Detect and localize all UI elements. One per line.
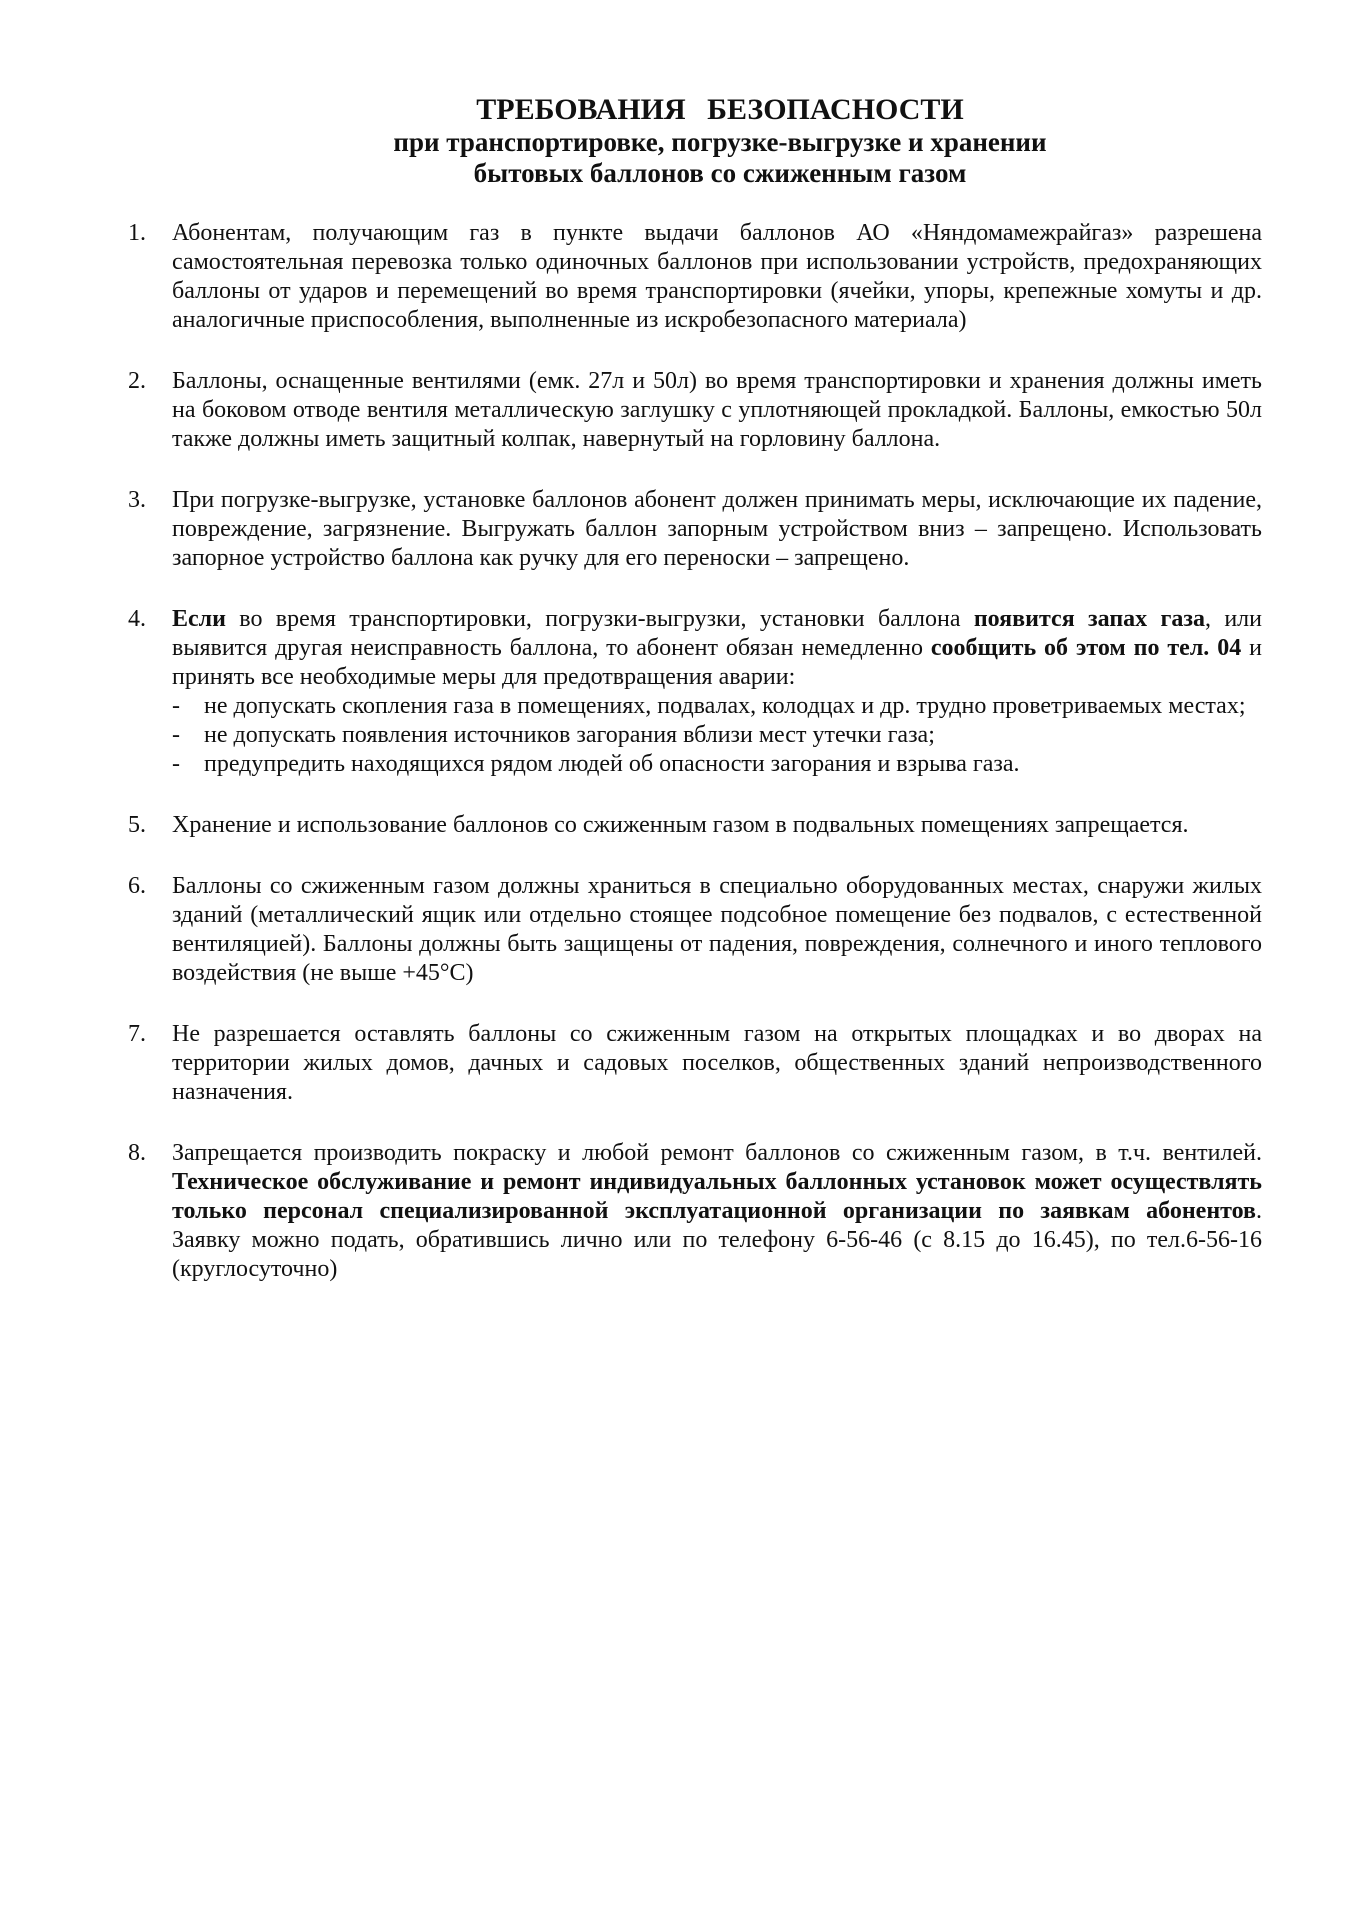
title-line-3: бытовых баллонов со сжиженным газом bbox=[473, 158, 967, 188]
rule-item-8 bbox=[128, 1139, 1262, 1284]
rule-text: При погрузке-выгрузке, установке баллонов абонент должен принимать меры, исключающие их падение, повреждение, загрязнение. Выгружать баллон запорным устройством вниз – запрещено. Использовать запорное устройство баллона как ручку для его переноски – запрещено. bbox=[172, 487, 1262, 571]
rule-text-bold: появится запах газа bbox=[973, 606, 1206, 632]
dash-marker: - bbox=[172, 693, 180, 719]
rule-number: 7. bbox=[128, 1021, 146, 1047]
subitem-text: не допускать появления источников загорания вблизи мест утечки газа; bbox=[204, 722, 935, 748]
rule-item-1 bbox=[128, 219, 1262, 335]
rule-number: 2. bbox=[128, 368, 146, 394]
rule-text bbox=[172, 605, 1262, 692]
subitem bbox=[172, 692, 1262, 721]
rule-number: 6. bbox=[128, 873, 146, 899]
rule-item-6 bbox=[128, 872, 1262, 988]
subitem bbox=[172, 721, 1262, 750]
rule-text-part: Запрещается производить покраску и любой ремонт баллонов со сжиженным газом, в т.ч. вентилей. bbox=[172, 1140, 1262, 1166]
rule-text: Не разрешается оставлять баллоны со сжиженным газом на открытых площадках и во дворах на территории жилых домов, дачных и садовых поселков, общественных зданий непроизводственного назначения. bbox=[172, 1021, 1262, 1105]
rule-text: Баллоны со сжиженным газом должны храниться в специально оборудованных местах, снаружи жилых зданий (металлический ящик или отдельно стоящее подсобное помещение без подвалов, с естественной вентиляцией). Баллоны должны быть защищены от падения, повреждения, солнечного и иного теплового воздействия (не выше +45°С) bbox=[172, 873, 1262, 986]
rule-text-bold: Если bbox=[172, 606, 226, 632]
title-line-1: ТРЕБОВАНИЯ БЕЗОПАСНОСТИ bbox=[476, 93, 964, 126]
rule-item-4 bbox=[128, 605, 1262, 779]
rule-text-part: и принять все необходимые меры для предотвращения аварии: bbox=[172, 635, 1263, 690]
dash-marker: - bbox=[172, 722, 180, 748]
rule-number: 1. bbox=[128, 220, 146, 246]
title-line-2: при транспортировке, погрузке-выгрузке и хранении bbox=[393, 127, 1047, 157]
rule-subitems bbox=[172, 692, 1262, 779]
rule-text-part: . Заявку можно подать, обратившись лично или по телефону 6-56-46 (с 8.15 до 16.45), по тел.6-56-16 (круглосуточно) bbox=[172, 1198, 1262, 1282]
rule-number: 4. bbox=[128, 606, 146, 632]
rule-text: Абонентам, получающим газ в пункте выдачи баллонов АО «Няндомамежрайгаз» разрешена самостоятельная перевозка только одиночных баллонов при использовании устройств, предохраняющих баллоны от ударов и перемещений во время транспортировки (ячейки, упоры, крепежные хомуты и др. аналогичные приспособления, выполненные из искробезопасного материала) bbox=[172, 220, 1262, 333]
document-title bbox=[128, 92, 1262, 189]
rule-number: 5. bbox=[128, 812, 146, 838]
dash-marker: - bbox=[172, 751, 180, 777]
subitem bbox=[172, 750, 1262, 779]
rule-text: Баллоны, оснащенные вентилями (емк. 27л и 50л) во время транспортировки и хранения должны иметь на боковом отводе вентиля металлическую заглушку с уплотняющей прокладкой. Баллоны, емкостью 50л также должны иметь защитный колпак, навернутый на горловину баллона. bbox=[172, 368, 1262, 452]
subitem-text: не допускать скопления газа в помещениях, подвалах, колодцах и др. трудно проветриваемых местах; bbox=[204, 693, 1246, 719]
rule-item-5 bbox=[128, 811, 1262, 840]
rule-text: Хранение и использование баллонов со сжиженным газом в подвальных помещениях запрещается. bbox=[172, 812, 1189, 838]
rule-text-part: во время транспортировки, погрузки-выгрузки, установки баллона bbox=[225, 606, 974, 632]
rule-text-part: , или выявится другая неисправность баллона, то абонент обязан немедленно bbox=[172, 606, 1262, 661]
rules-list bbox=[128, 219, 1262, 1284]
rule-item-7 bbox=[128, 1020, 1262, 1107]
rule-item-3 bbox=[128, 486, 1262, 573]
subitem-text: предупредить находящихся рядом людей об опасности загорания и взрыва газа. bbox=[204, 751, 1020, 777]
rule-text bbox=[172, 1139, 1262, 1284]
rule-text-bold: сообщить об этом по тел. 04 bbox=[930, 635, 1242, 661]
rule-text-bold: Техническое обслуживание и ремонт индивидуальных баллонных установок может осуществлять только персонал специализированной эксплуатационной организации по заявкам абонентов bbox=[172, 1169, 1262, 1224]
rule-item-2 bbox=[128, 367, 1262, 454]
rule-number: 8. bbox=[128, 1140, 146, 1166]
rule-number: 3. bbox=[128, 487, 146, 513]
